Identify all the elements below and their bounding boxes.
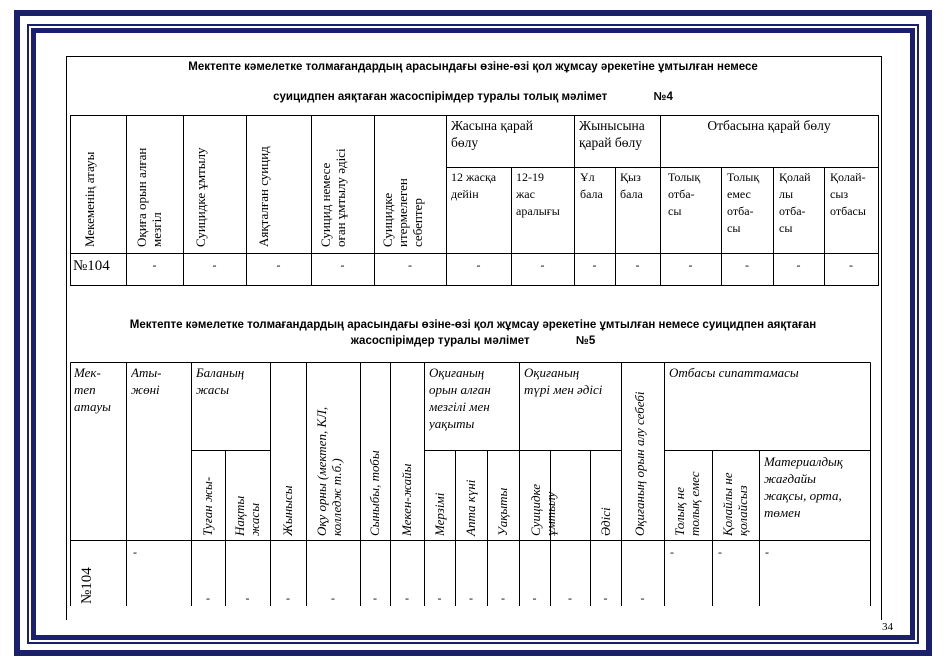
t1-notfull-l4: сы [727, 221, 741, 235]
t1-header-reasons-l1: Суицидке [380, 192, 395, 247]
t1-by-sex-l2: қарай бөлу [579, 135, 642, 150]
t2-header-sex: Жынысы [280, 485, 295, 536]
t2-cell: - [640, 591, 645, 605]
t2-cell: - [469, 591, 473, 605]
t1-notfull-l1: Толық [727, 170, 760, 184]
t2-childage-l1: Баланың [196, 365, 245, 380]
t2-header-event-place-time [429, 364, 519, 432]
t2-fullnot-l2: толық емес [687, 471, 702, 536]
t2-childage-l2: жасы [196, 382, 229, 397]
t2-ept-l3: мезгілі мен [429, 399, 490, 414]
t1-header-institution: Мекеменің атауы [82, 151, 97, 247]
t2-header-suicide-attempt [528, 484, 558, 536]
t1-cell: - [745, 258, 749, 272]
t1-header-by-family: Отбасына қарай бөлу [707, 118, 831, 133]
t2-material-l1: Материалдық [764, 454, 843, 469]
t2-header-address: Мекен-жайы [399, 463, 414, 536]
t1-fav-l3: отба- [779, 204, 806, 218]
t2-material-l3: жақсы, орта, [764, 488, 842, 503]
t1-cell: - [592, 258, 597, 272]
t1-cell: - [276, 258, 281, 272]
t1-boy-l1: Ұл [580, 170, 595, 184]
t2-header-name [131, 364, 189, 398]
t2-cell: - [437, 591, 442, 605]
t2-attempt-l2: ұмтылу [543, 491, 558, 536]
t2-etype-l2: түрі мен әдісі [524, 382, 603, 397]
t1-notfull-l3: отба- [727, 204, 754, 218]
t1-header-reasons-l3: себептер [410, 198, 425, 247]
t2-header-school [74, 364, 126, 415]
t2-header-time: Уақыты [495, 487, 510, 536]
table2-title-line1: Мектепте кәмелетке толмағандардың арасындағы өзіне-өзі қол жұмсау әрекетіне ұмтылған немесе суицидпен аяқтаған [129, 319, 817, 331]
t2-cell: - [532, 591, 537, 605]
t2-school-l2: теп [74, 382, 96, 397]
t1-header-event-time-l2: мезгіл [149, 212, 164, 247]
table2-title-text: жасоспірімдер туралы мәлімет [350, 335, 530, 347]
t1-boy-l2: бала [580, 187, 603, 201]
t1-notfull-l2: емес [727, 187, 751, 201]
t2-cell: - [405, 591, 409, 605]
t1-row-label: №104 [73, 258, 110, 274]
t1-cell: - [688, 258, 693, 272]
page-number: 34 [882, 621, 893, 633]
t1-cell: - [849, 258, 853, 272]
t2-ept-l2: орын алған [429, 382, 491, 397]
t1-cell: - [635, 258, 640, 272]
t2-cell: - [765, 545, 769, 559]
t1-cell: - [540, 258, 545, 272]
t2-etype-l1: Оқиғаның [524, 365, 580, 380]
t1-by-age-l1: Жасына қарай [451, 118, 533, 133]
t2-header-full-not [672, 472, 702, 536]
t2-favunfav-l1: Қолайлы не [720, 472, 735, 536]
t1-cell: - [340, 258, 345, 272]
t2-header-period: Мерзімі [432, 492, 447, 536]
t2-name-l1: Аты- [131, 365, 162, 380]
t1-cell: - [152, 258, 157, 272]
t2-ept-l4: уақыты [429, 416, 475, 431]
t2-cell: - [603, 591, 608, 605]
t1-header-reasons-l2: итермелеген [395, 178, 410, 247]
t2-study-l2: колледж т.б.) [329, 458, 344, 536]
t1-age1219-l3: аралығы [516, 204, 560, 218]
t2-study-l1: Оқу орны (мектеп, КЛ, [314, 406, 329, 536]
table2-number: №5 [576, 335, 596, 347]
t1-header-completed: Аяқталған суицид [256, 146, 271, 247]
t1-cell: - [408, 258, 412, 272]
t1-unfav-l2: сыз [830, 187, 849, 201]
t1-girl-l2: бала [620, 187, 643, 201]
t1-under12-l1: 12 жасқа [451, 170, 497, 184]
t2-cell: - [245, 591, 250, 605]
t1-header-attempt: Суицидке ұмтылу [193, 147, 208, 247]
t2-school-l1: Мек- [74, 365, 101, 380]
t2-cell: - [206, 591, 210, 605]
t2-name-l2: жөні [131, 382, 160, 397]
t1-unfav-l3: отбасы [830, 204, 866, 218]
t1-full-l3: сы [668, 204, 682, 218]
t2-favunfav-l2: қолайсыз [735, 485, 750, 536]
t2-header-exact-age [232, 496, 262, 536]
t1-header-method-l1: Суицид немесе [318, 162, 333, 247]
t1-under12-l2: дейін [451, 187, 479, 201]
t2-header-child-age [196, 364, 268, 398]
table1-number: №4 [653, 91, 673, 103]
t2-ept-l1: Оқиғаның [429, 365, 485, 380]
t2-header-family: Отбасы сипаттамасы [669, 365, 799, 380]
t2-header-fav-unfav [720, 472, 750, 536]
t1-age1219-l1: 12-19 [516, 170, 544, 184]
t1-header-event-time-l1: Оқиға орын алған [134, 147, 149, 247]
t1-cell: - [476, 258, 481, 272]
t1-fav-l4: сы [779, 221, 793, 235]
t1-age1219-l2: жас [516, 187, 535, 201]
t2-cell-name: - [133, 545, 137, 559]
t2-header-study-place [314, 407, 344, 536]
t1-fav-l1: Қолай [779, 170, 811, 184]
t1-fav-l2: лы [779, 187, 794, 201]
t2-fullnot-l1: Толық не [672, 487, 687, 536]
t2-row-label: №104 [79, 567, 95, 604]
t2-cell: - [501, 591, 505, 605]
table1-title-text: суицидпен аяқтаған жасоспірімдер туралы толық мәлімет [273, 91, 608, 103]
t1-by-sex-l1: Жынысына [579, 118, 645, 133]
t2-exactage-l2: жасы [247, 503, 262, 536]
t2-header-birth: Туған жы- [200, 476, 215, 536]
t2-cell: - [568, 591, 572, 605]
t2-header-method: Әдісі [598, 507, 613, 536]
t2-school-l3: атауы [74, 399, 111, 414]
t2-cell: - [373, 591, 377, 605]
t1-unfav-l1: Қолай- [830, 170, 866, 184]
t2-header-class-group: Сыныбы, тобы [367, 450, 382, 536]
t1-girl-l1: Қыз [620, 170, 641, 184]
t2-material-l4: төмен [764, 505, 801, 520]
t2-cell: - [670, 545, 674, 559]
t2-attempt-l1: Суицидке [528, 483, 543, 536]
t2-exactage-l1: Нақты [232, 495, 247, 536]
t2-header-event-type [524, 364, 620, 398]
t1-by-age-l2: бөлу [451, 135, 479, 150]
table1-title-line1: Мектепте кәмелетке толмағандардың арасындағы өзіне-өзі қол жұмсау әрекетіне ұмтылған немесе [188, 61, 758, 73]
t2-header-cause: Оқиғаның орын алу себебі [632, 391, 647, 536]
t2-cell: - [331, 591, 335, 605]
t2-cell: - [286, 591, 290, 605]
t1-full-l1: Толық [668, 170, 701, 184]
t2-header-weekday: Апта күні [463, 479, 478, 536]
t2-header-material [764, 453, 870, 521]
t2-material-l2: жағдайы [764, 471, 816, 486]
t1-cell: - [796, 258, 801, 272]
t1-header-method-l2: оған ұмтылу әдісі [333, 148, 348, 247]
t2-cell: - [718, 545, 722, 559]
t1-full-l2: отба- [668, 187, 695, 201]
t1-cell: - [212, 258, 217, 272]
